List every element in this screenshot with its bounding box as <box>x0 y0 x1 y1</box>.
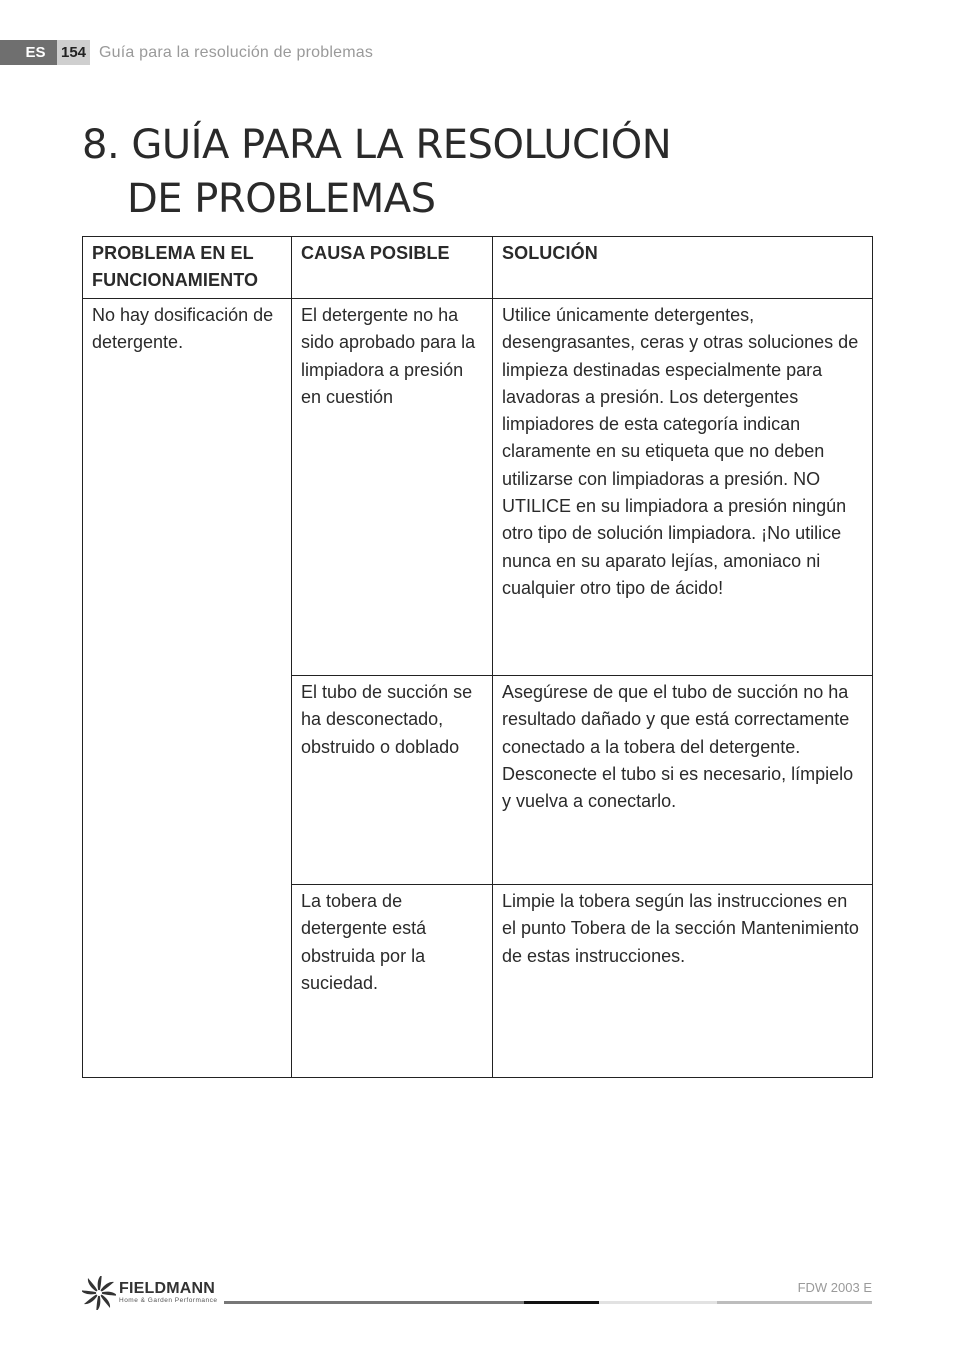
page-number: 154 <box>57 40 90 65</box>
brand-logo <box>82 1276 217 1310</box>
page-title-line2: DE PROBLEMAS <box>127 176 436 222</box>
language-tab: ES <box>0 40 57 65</box>
brand-tagline: Home & Garden Performance <box>119 1297 218 1305</box>
page-title-line1: 8. GUÍA PARA LA RESOLUCIÓN <box>82 122 672 168</box>
brand-name: FIELDMANN <box>119 1280 216 1298</box>
footer-bar-mid <box>224 1301 524 1304</box>
cause-cell: El tubo de succión se ha desconectado, obstruido o doblado <box>292 676 493 885</box>
running-header-title: Guía para la resolución de problemas <box>99 43 374 61</box>
footer-bar-light <box>599 1301 717 1304</box>
brand-text <box>119 1281 217 1305</box>
cause-cell: El detergente no ha sido aprobado para la limpiadora a presión en cuestión <box>292 299 493 676</box>
model-number: FDW 2003 E <box>797 1280 872 1295</box>
column-header-cause: CAUSA POSIBLE <box>292 237 493 299</box>
column-header-problem: PROBLEMA EN EL FUNCIONAMIENTO <box>83 237 292 299</box>
footer-bar-gray <box>717 1301 872 1304</box>
table-header-row <box>83 237 873 299</box>
column-header-solution: SOLUCIÓN <box>493 237 873 299</box>
solution-cell: Asegúrese de que el tubo de succión no ha resultado dañado y que está correctamente conectado a la tobera del detergente. Desconecte el tubo si es necesario, límpielo y vuelva a conectarlo. <box>493 676 873 885</box>
table-row <box>83 299 873 676</box>
troubleshooting-table <box>82 236 873 1078</box>
solution-cell: Limpie la tobera según las instrucciones en el punto Tobera de la sección Mantenimiento de estas instrucciones. <box>493 885 873 1078</box>
footer-bar-dark <box>524 1301 599 1304</box>
fieldmann-fan-logo-icon <box>82 1276 116 1310</box>
problem-cell: No hay dosificación de detergente. <box>83 299 292 1078</box>
solution-cell: Utilice únicamente detergentes, desengrasantes, ceras y otras soluciones de limpieza destinadas especialmente para lavadoras a presión. Los detergentes limpiadores de esta categoría indican claramente en su etiqueta que no deben utilizarse con limpiadoras a presión. NO UTILICE en su limpiadora a presión ningún otro tipo de solución limpiadora. ¡No utilice nunca en su aparato lejías, amoniaco ni cualquier otro tipo de ácido! <box>493 299 873 676</box>
cause-cell: La tobera de detergente está obstruida por la suciedad. <box>292 885 493 1078</box>
page-header <box>0 40 373 65</box>
page-title <box>82 118 671 226</box>
